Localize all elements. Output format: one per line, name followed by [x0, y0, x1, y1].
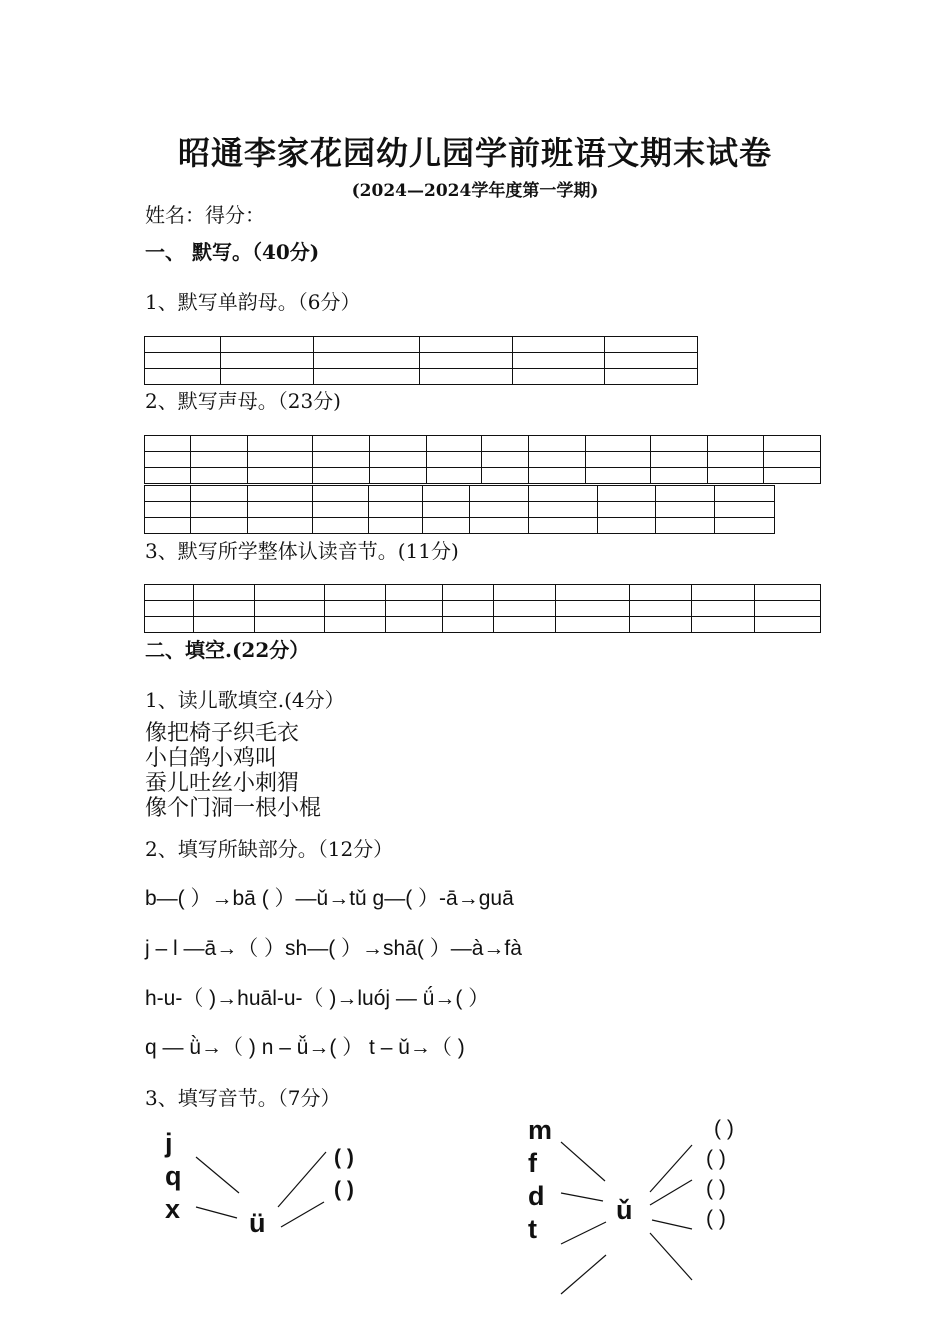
connector-line: [650, 1233, 692, 1280]
diagram-right-initials: [528, 1114, 552, 1246]
pinyin-fill-line-2[interactable]: j – l —ā→（ ）sh—( ）→shā( ）—à→fà: [145, 937, 522, 960]
initial-letter: j: [165, 1128, 173, 1158]
diagram-right-blanks[interactable]: [706, 1114, 734, 1234]
section2-heading: 二、填空.(22分）: [145, 638, 310, 662]
rhyme-line: 蚕儿吐丝小刺猬: [145, 771, 300, 796]
answer-blank[interactable]: ( ): [714, 1117, 734, 1140]
section2-q1: 1、读儿歌填空.(4分）: [145, 688, 345, 712]
section2-q3: 3、填写音节。（7分）: [145, 1086, 341, 1110]
diagram-left-initials: [165, 1127, 182, 1226]
diagram-left-blanks[interactable]: [334, 1142, 354, 1206]
connector-line: [278, 1152, 326, 1207]
name-score-line: 姓名：得分：: [145, 203, 265, 227]
initial-letter: f: [528, 1148, 537, 1178]
connector-line: [561, 1255, 606, 1294]
rhyme-line: 像把椅子织毛衣: [145, 721, 300, 746]
rhyme-line: 像个门洞一根小棍: [145, 796, 322, 821]
connector-line: [196, 1207, 237, 1218]
diagram-right-final: ǔ: [616, 1195, 633, 1225]
pinyin-fill-line-4[interactable]: q — ǜ→（ ) n – ǚ→( ） t – ǔ→（ ): [145, 1036, 465, 1059]
connector-line: [650, 1180, 692, 1205]
rhyme-line: 小白鸽小鸡叫: [145, 746, 278, 771]
section1-q2: 2、默写声母。（23分): [145, 389, 341, 413]
answer-blank[interactable]: ( ): [334, 1178, 354, 1201]
pinyin-fill-line-1[interactable]: b—( ）→bā ( ）—ǔ→tǔ g—( ）-ā→guā: [145, 887, 514, 910]
section1-heading: 一、 默写。（40分): [145, 240, 320, 264]
connector-line: [561, 1222, 606, 1244]
diagram-left-final: ü: [249, 1208, 266, 1238]
answer-blank[interactable]: ( ): [706, 1207, 726, 1230]
connector-line: [196, 1157, 239, 1193]
connector-line: [561, 1142, 605, 1181]
initial-letter: q: [165, 1161, 182, 1191]
connector-line: [650, 1145, 692, 1192]
connector-line: [652, 1220, 692, 1229]
answer-blank[interactable]: ( ): [706, 1177, 726, 1200]
initial-letter: t: [528, 1214, 537, 1244]
connector-line: [561, 1193, 603, 1201]
initial-letter: m: [528, 1115, 553, 1145]
answer-blank[interactable]: ( ): [706, 1147, 726, 1170]
page-subtitle: (2024—2024学年度第一学期): [351, 181, 599, 201]
pinyin-fill-line-3[interactable]: h-u-（ )→huāl-u-（ )→luój — ǘ→( ）: [145, 987, 490, 1010]
page-title: 昭通李家花园幼儿园学前班语文期末试卷: [177, 134, 772, 172]
section1-q3: 3、默写所学整体认读音节。(11分): [145, 539, 459, 563]
answer-blank[interactable]: ( ): [334, 1146, 354, 1169]
initial-letter: x: [165, 1194, 181, 1224]
connector-line: [281, 1202, 324, 1227]
initial-letter: d: [528, 1181, 545, 1211]
section1-q1: 1、默写单韵母。（6分）: [145, 290, 361, 314]
section2-q2: 2、填写所缺部分。（12分）: [145, 837, 394, 861]
